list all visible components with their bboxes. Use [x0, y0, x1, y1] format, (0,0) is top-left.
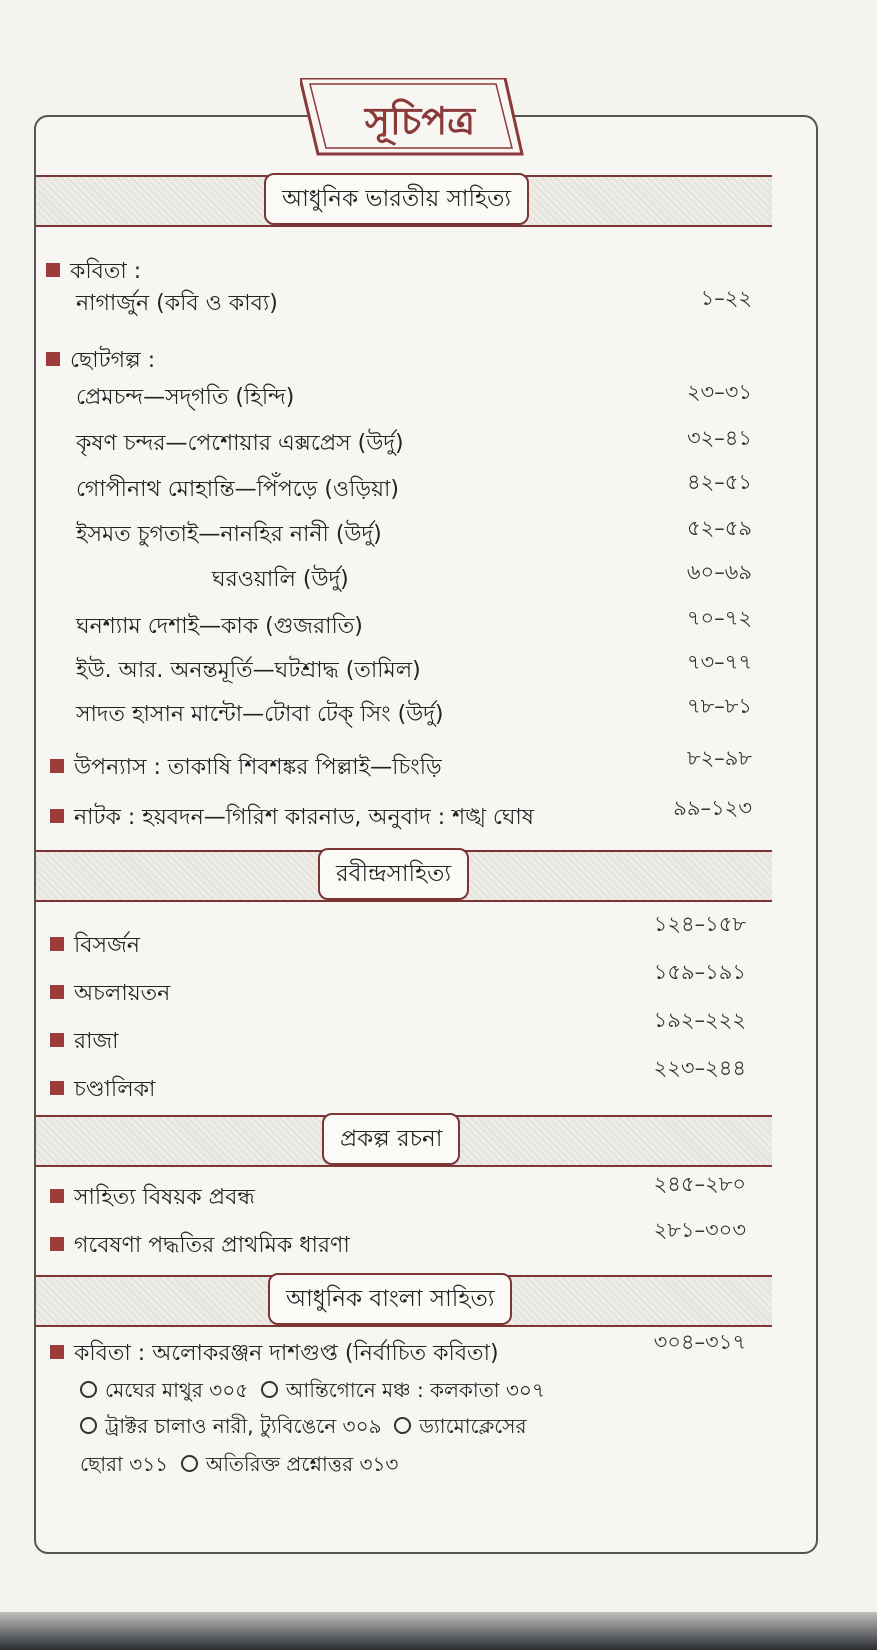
- section-band-modern-bengali: [36, 1275, 772, 1327]
- poem-list-line-3: [80, 1450, 398, 1483]
- toc-entry[interactable]: প্রেমচন্দ—সদ্‌গতি (হিন্দি): [76, 385, 295, 410]
- circle-bullet-icon: [181, 1455, 198, 1472]
- toc-entry[interactable]: সাদত হাসান মান্টো—টোবা টেক্ সিং (উর্দু): [76, 702, 444, 727]
- poem-list-line-1: [80, 1376, 545, 1409]
- circle-bullet-icon: [80, 1417, 97, 1434]
- page-range: ৮২–৯৮: [686, 746, 752, 770]
- toc-entry[interactable]: কবিতা : অলোকরঞ্জন দাশগুপ্ত (নির্বাচিত কবিতা): [50, 1336, 499, 1373]
- page-range: ৩০৪–৩১৭: [653, 1330, 746, 1354]
- toc-entry[interactable]: গবেষণা পদ্ধতির প্রাথমিক ধারণা: [50, 1228, 350, 1265]
- bullet-icon: [50, 985, 64, 999]
- section-band-modern-indian: [36, 175, 772, 227]
- toc-entry[interactable]: ইসমত চুগতাই—নানহির নানী (উর্দু): [76, 522, 382, 547]
- bullet-icon: [50, 1081, 64, 1095]
- section-heading: আধুনিক বাংলা সাহিত্য: [268, 1273, 512, 1325]
- bullet-icon: [50, 1033, 64, 1047]
- toc-entry[interactable]: অচলায়তন: [50, 976, 170, 1013]
- page-range: ২৮১–৩০৩: [653, 1218, 746, 1242]
- toc-entry[interactable]: নাগার্জুন (কবি ও কাব্য): [76, 291, 278, 316]
- bullet-icon: [50, 937, 64, 951]
- page-range: ৭০–৭২: [686, 606, 752, 630]
- page-range: ১–২২: [700, 286, 752, 310]
- toc-entry-drama[interactable]: নাটক : হয়বদন—গিরিশ কারনাড, অনুবাদ : শঙ্খ ঘোষ: [50, 800, 534, 837]
- toc-entry[interactable]: রাজা: [50, 1024, 119, 1061]
- page-bottom-edge: [0, 1612, 877, 1650]
- page-range: ২৩–৩১: [686, 380, 752, 404]
- toc-entry[interactable]: ইউ. আর. অনন্তমূর্তি—ঘটশ্রাদ্ধ (তামিল): [76, 658, 421, 683]
- bullet-icon: [50, 809, 64, 823]
- toc-entry[interactable]: বিসর্জন: [50, 928, 140, 965]
- circle-bullet-icon: [80, 1381, 97, 1398]
- bullet-icon: [46, 263, 60, 277]
- bullet-icon: [50, 759, 64, 773]
- section-heading: প্রকল্প রচনা: [322, 1113, 460, 1165]
- page-range: ২৪৫–২৮০: [653, 1172, 746, 1196]
- title-banner: [300, 78, 540, 162]
- poem-item: অতিরিক্ত প্রশ্নোত্তর ৩১৩: [205, 1452, 399, 1476]
- section-band-project: [36, 1115, 772, 1167]
- category-poetry: কবিতা :: [46, 254, 141, 291]
- circle-bullet-icon: [394, 1417, 411, 1434]
- toc-entry[interactable]: ঘনশ্যাম দেশাই—কাক (গুজরাতি): [76, 614, 363, 639]
- circle-bullet-icon: [261, 1381, 278, 1398]
- section-heading: রবীন্দ্রসাহিত্য: [318, 848, 469, 900]
- page-title: সূচিপত্র: [364, 99, 476, 143]
- toc-entry[interactable]: সাহিত্য বিষয়ক প্রবন্ধ: [50, 1180, 255, 1217]
- poem-item: ড্যামোক্লেসের: [419, 1414, 527, 1438]
- section-band-rabindra: [36, 850, 772, 902]
- toc-entry-novel[interactable]: উপন্যাস : তাকাষি শিবশঙ্কর পিল্লাই—চিংড়ি: [50, 750, 442, 787]
- toc-entry[interactable]: কৃষণ চন্দর—পেশোয়ার এক্সপ্রেস (উর্দু): [76, 431, 404, 456]
- page-range: ৬০–৬৯: [686, 560, 752, 584]
- bullet-icon: [46, 352, 60, 366]
- page-range: ২২৩–২৪৪: [653, 1056, 746, 1080]
- page-range: ১৯২–২২২: [653, 1008, 746, 1032]
- page-range: ৩২–৪১: [686, 426, 752, 450]
- poem-list-line-2: [80, 1412, 527, 1445]
- toc-entry[interactable]: চণ্ডালিকা: [50, 1072, 155, 1109]
- bullet-icon: [50, 1345, 64, 1359]
- section-heading: আধুনিক ভারতীয় সাহিত্য: [264, 173, 529, 225]
- poem-item: ছোরা ৩১১: [80, 1452, 169, 1476]
- page-range: ১৫৯–১৯১: [653, 960, 746, 984]
- category-short-story: ছোটগল্প :: [46, 343, 155, 380]
- bullet-icon: [50, 1189, 64, 1203]
- page-range: ৯৯–১২৩: [673, 796, 752, 820]
- bullet-icon: [50, 1237, 64, 1251]
- page-range: ৪২–৫১: [686, 470, 752, 494]
- page-range: ৭৩–৭৭: [686, 650, 752, 674]
- toc-entry[interactable]: গোপীনাথ মোহান্তি—পিঁপড়ে (ওড়িয়া): [76, 477, 400, 502]
- poem-item: মেঘের মাথুর ৩০৫: [105, 1378, 249, 1402]
- page-range: ১২৪–১৫৮: [653, 912, 746, 936]
- page-range: ৫২–৫৯: [686, 516, 752, 540]
- toc-entry[interactable]: ঘরওয়ালি (উর্দু): [212, 567, 349, 592]
- page-range: ৭৮–৮১: [686, 694, 752, 718]
- poem-item: আন্তিগোনে মঞ্চ : কলকাতা ৩০৭: [285, 1378, 545, 1402]
- poem-item: ট্রাক্টর চালাও নারী, ট্যুবিঙেনে ৩০৯: [105, 1414, 382, 1438]
